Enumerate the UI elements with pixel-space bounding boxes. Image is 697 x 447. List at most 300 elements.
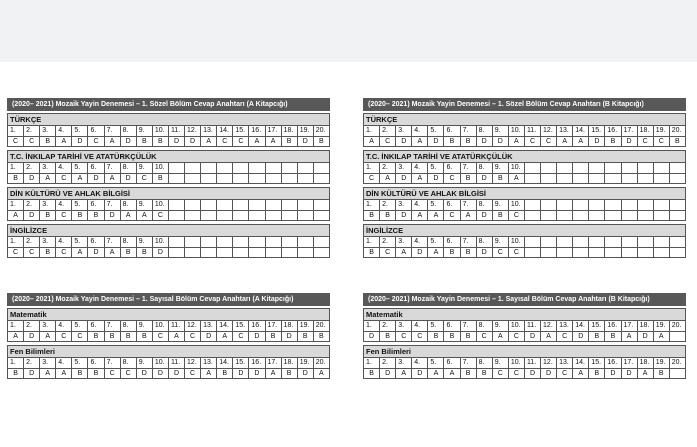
question-number [185, 200, 201, 210]
answer-cell: A [396, 369, 412, 378]
answer-cell: C [153, 211, 169, 220]
answer-cell: C [72, 332, 88, 341]
answer-cell: C [56, 211, 72, 220]
question-number: 9. [493, 358, 509, 368]
answer-cell: D [153, 248, 169, 257]
answer-cell: A [412, 174, 428, 183]
answer-cell [169, 174, 185, 183]
answer-cell: B [153, 137, 169, 146]
answer-cell: A [412, 137, 428, 146]
answer-cell: C [557, 332, 573, 341]
subject-name: DİN KÜLTÜRÜ VE AHLAK BİLGİSİ [364, 188, 685, 200]
question-number: 4. [56, 321, 72, 331]
question-number: 6. [444, 237, 460, 247]
question-number: 8. [477, 163, 493, 173]
answer-cell: A [40, 332, 56, 341]
question-number: 9. [137, 321, 153, 331]
answer-row [364, 368, 685, 378]
question-number: 6. [88, 358, 104, 368]
question-number [605, 163, 621, 173]
answer-cell: D [525, 332, 541, 341]
answer-cell: D [88, 248, 104, 257]
answer-cell: D [88, 174, 104, 183]
answer-cell [605, 174, 621, 183]
answer-cell [557, 174, 573, 183]
question-number [557, 163, 573, 173]
answer-cell: A [428, 248, 444, 257]
answer-row [8, 173, 329, 183]
question-number: 18. [638, 126, 654, 136]
question-number: 7. [105, 237, 121, 247]
answer-cell: B [444, 248, 460, 257]
question-number: 15. [589, 321, 605, 331]
answer-cell [282, 174, 298, 183]
question-number: 16. [605, 126, 621, 136]
question-number: 4. [56, 237, 72, 247]
answer-cell [638, 211, 654, 220]
question-number: 10. [509, 358, 525, 368]
answer-cell: B [493, 174, 509, 183]
answer-cell: A [201, 137, 217, 146]
question-number: 18. [282, 358, 298, 368]
subject-name: T.C. İNKILAP TARİHİ VE ATATÜRKÇÜLÜK [364, 151, 685, 163]
answer-cell: A [105, 137, 121, 146]
answer-cell [266, 211, 282, 220]
answer-row [8, 136, 329, 146]
answer-cell [525, 211, 541, 220]
answer-row [8, 331, 329, 341]
answer-cell [249, 211, 265, 220]
question-number: 17. [266, 358, 282, 368]
answer-cell: B [72, 369, 88, 378]
answer-cell: A [40, 369, 56, 378]
subject-section [7, 224, 330, 258]
answer-cell: C [24, 137, 40, 146]
answer-key-title: (2020– 2021) Mozaik Yayin Denemesi – 1. Sayısal Bölüm Cevap Anahtarı (B Kitapcığı) [363, 293, 686, 306]
question-number [573, 237, 589, 247]
answer-cell [638, 248, 654, 257]
answer-cell: D [605, 369, 621, 378]
question-number: 14. [217, 358, 233, 368]
answer-cell: B [461, 332, 477, 341]
question-number: 1. [8, 321, 24, 331]
question-number: 9. [137, 163, 153, 173]
answer-row [8, 210, 329, 220]
answer-cell [670, 369, 685, 378]
question-number: 2. [24, 163, 40, 173]
answer-cell: D [573, 332, 589, 341]
question-number: 9. [493, 200, 509, 210]
answer-cell: A [8, 211, 24, 220]
question-number [169, 237, 185, 247]
question-number [233, 200, 249, 210]
question-number: 8. [477, 126, 493, 136]
subject-section [363, 308, 686, 342]
answer-cell: A [121, 211, 137, 220]
question-number: 9. [137, 200, 153, 210]
question-number: 6. [444, 126, 460, 136]
answer-cell [541, 211, 557, 220]
answer-cell: C [137, 174, 153, 183]
answer-cell: B [654, 369, 670, 378]
answer-cell: A [56, 369, 72, 378]
answer-cell: A [217, 332, 233, 341]
question-number: 7. [461, 126, 477, 136]
question-number: 19. [654, 126, 670, 136]
question-number: 13. [201, 126, 217, 136]
answer-cell: A [40, 174, 56, 183]
answer-cell [266, 174, 282, 183]
answer-cell: D [396, 174, 412, 183]
answer-cell: D [121, 174, 137, 183]
answer-cell: A [201, 369, 217, 378]
question-number [622, 237, 638, 247]
answer-row [364, 210, 685, 220]
answer-cell: A [105, 248, 121, 257]
subject-section [7, 308, 330, 342]
answer-cell: B [153, 174, 169, 183]
question-number: 12. [185, 126, 201, 136]
answer-cell: B [8, 369, 24, 378]
answer-cell: B [461, 248, 477, 257]
answer-cell: C [493, 248, 509, 257]
question-number: 13. [557, 321, 573, 331]
question-number [525, 237, 541, 247]
question-number: 5. [72, 358, 88, 368]
answer-cell: B [137, 332, 153, 341]
answer-cell: B [121, 248, 137, 257]
question-number: 17. [622, 358, 638, 368]
question-number-row [364, 163, 685, 173]
answer-cell: C [105, 369, 121, 378]
subject-section [7, 113, 330, 147]
answer-cell: C [477, 332, 493, 341]
question-number: 4. [412, 321, 428, 331]
question-number: 8. [477, 237, 493, 247]
answer-cell: B [121, 332, 137, 341]
answer-cell [314, 174, 329, 183]
answer-cell: C [541, 137, 557, 146]
answer-cell: D [477, 174, 493, 183]
answer-cell [605, 248, 621, 257]
question-number: 2. [380, 126, 396, 136]
answer-cell: C [185, 332, 201, 341]
answer-cell [298, 211, 314, 220]
answer-cell: D [396, 137, 412, 146]
answer-cell: D [24, 211, 40, 220]
question-number: 10. [153, 126, 169, 136]
question-number [622, 163, 638, 173]
subject-section [363, 187, 686, 221]
answer-cell: C [56, 332, 72, 341]
answer-cell: A [638, 369, 654, 378]
question-number [638, 163, 654, 173]
question-number: 11. [169, 321, 185, 331]
answer-cell: B [364, 369, 380, 378]
answer-cell [201, 211, 217, 220]
answer-cell [525, 248, 541, 257]
answer-cell: B [674, 138, 680, 145]
question-number: 6. [88, 163, 104, 173]
question-number-row [8, 200, 329, 210]
answer-cell: B [461, 174, 477, 183]
answer-cell: B [428, 332, 444, 341]
question-number [314, 163, 329, 173]
question-number [314, 237, 329, 247]
question-number: 10. [153, 200, 169, 210]
question-number: 1. [364, 163, 380, 173]
question-number: 14. [573, 321, 589, 331]
answer-cell: D [428, 174, 444, 183]
sayisal-a-answer-key [7, 293, 330, 379]
question-number: 16. [249, 358, 265, 368]
question-number [217, 163, 233, 173]
answer-row [364, 173, 685, 183]
question-number: 3. [40, 200, 56, 210]
answer-cell: B [40, 137, 56, 146]
answer-cell: C [24, 248, 40, 257]
answer-row [364, 247, 685, 257]
answer-cell: C [364, 174, 380, 183]
question-number: 3. [40, 321, 56, 331]
question-number: 2. [380, 358, 396, 368]
question-number [298, 200, 314, 210]
subject-name: Fen Bilimleri [364, 346, 685, 358]
question-number: 5. [428, 126, 444, 136]
answer-cell: D [396, 211, 412, 220]
question-number: 11. [169, 126, 185, 136]
answer-cell: D [233, 369, 249, 378]
answer-cell [525, 174, 541, 183]
question-number: 5. [72, 126, 88, 136]
answer-cell [185, 211, 201, 220]
question-number: 6. [444, 163, 460, 173]
question-number: 7. [461, 358, 477, 368]
question-number: 1. [8, 237, 24, 247]
question-number-row [364, 321, 685, 331]
question-number: 10. [153, 321, 169, 331]
question-number: 6. [444, 200, 460, 210]
question-number [557, 237, 573, 247]
question-number [249, 163, 265, 173]
answer-cell: B [298, 332, 314, 341]
question-number [654, 200, 670, 210]
question-number: 8. [121, 126, 137, 136]
question-number: 17. [622, 321, 638, 331]
question-number: 1. [364, 237, 380, 247]
question-number: 5. [72, 163, 88, 173]
question-number: 11. [525, 358, 541, 368]
question-number [249, 200, 265, 210]
answer-cell: C [638, 137, 654, 146]
question-number: 10. [509, 163, 525, 173]
answer-cell [589, 211, 605, 220]
question-number: 3. [40, 126, 56, 136]
question-number: 6. [444, 321, 460, 331]
answer-cell [670, 248, 685, 257]
answer-cell: C [217, 137, 233, 146]
answer-cell: B [88, 332, 104, 341]
answer-cell [622, 248, 638, 257]
answer-cell: C [557, 369, 573, 378]
subject-name: DİN KÜLTÜRÜ VE AHLAK BİLGİSİ [8, 188, 329, 200]
answer-cell: A [318, 370, 324, 377]
answer-cell: B [8, 174, 24, 183]
question-number [201, 200, 217, 210]
question-number [670, 200, 685, 210]
question-number: 11. [169, 358, 185, 368]
answer-cell: C [153, 332, 169, 341]
question-number: 1. [8, 358, 24, 368]
answer-cell: B [72, 211, 88, 220]
answer-cell [670, 332, 685, 341]
answer-cell [282, 248, 298, 257]
question-number [185, 163, 201, 173]
question-number: 4. [412, 358, 428, 368]
question-number-row [8, 126, 329, 136]
answer-cell: A [412, 211, 428, 220]
question-number: 3. [40, 163, 56, 173]
answer-cell: B [88, 369, 104, 378]
subject-name: Matematik [8, 309, 329, 321]
answer-cell: A [428, 369, 444, 378]
question-number: 12. [541, 358, 557, 368]
answer-cell: C [56, 174, 72, 183]
answer-cell: A [573, 369, 589, 378]
answer-cell: B [364, 248, 380, 257]
answer-cell: D [412, 369, 428, 378]
answer-cell [249, 248, 265, 257]
answer-cell: C [509, 332, 525, 341]
answer-cell: A [8, 332, 24, 341]
question-number: 15. [233, 126, 249, 136]
answer-cell: A [105, 174, 121, 183]
question-number: 5. [428, 237, 444, 247]
question-number: 13. [557, 358, 573, 368]
question-number: 9. [137, 358, 153, 368]
answer-cell [217, 248, 233, 257]
answer-cell: B [40, 211, 56, 220]
question-number [185, 237, 201, 247]
question-number [282, 237, 298, 247]
question-number [605, 200, 621, 210]
answer-cell: B [137, 137, 153, 146]
answer-cell: C [185, 369, 201, 378]
answer-cell: B [266, 332, 282, 341]
question-number [201, 163, 217, 173]
question-number [201, 237, 217, 247]
question-number: 7. [461, 321, 477, 331]
answer-cell: D [541, 369, 557, 378]
question-number [541, 200, 557, 210]
answer-cell: D [121, 137, 137, 146]
answer-cell: C [509, 211, 525, 220]
subject-name: T.C. İNKILAP TARİHİ VE ATATÜRKÇÜLÜK [8, 151, 329, 163]
question-number: 9. [493, 163, 509, 173]
answer-cell: B [282, 137, 298, 146]
answer-cell: B [380, 211, 396, 220]
question-number: 10. [509, 321, 525, 331]
question-number [233, 237, 249, 247]
answer-cell: C [8, 137, 24, 146]
answer-cell [557, 211, 573, 220]
question-number: 9. [493, 126, 509, 136]
question-number: 13. [201, 358, 217, 368]
answer-cell: A [364, 137, 380, 146]
answer-cell: A [654, 332, 670, 341]
question-number: 1. [364, 200, 380, 210]
answer-cell: D [412, 248, 428, 257]
answer-cell: B [461, 369, 477, 378]
question-number: 12. [541, 126, 557, 136]
subject-section [363, 150, 686, 184]
subject-section [7, 345, 330, 379]
answer-cell [557, 248, 573, 257]
answer-cell: A [169, 332, 185, 341]
answer-cell [573, 211, 589, 220]
question-number: 20. [315, 127, 326, 134]
question-number: 4. [412, 237, 428, 247]
question-number: 5. [72, 200, 88, 210]
answer-cell: D [24, 174, 40, 183]
answer-cell: D [428, 137, 444, 146]
question-number: 20. [315, 322, 326, 329]
subject-section [7, 187, 330, 221]
question-number [266, 237, 282, 247]
question-number: 2. [24, 126, 40, 136]
question-number: 16. [249, 126, 265, 136]
question-number: 1. [364, 321, 380, 331]
question-number [314, 200, 329, 210]
question-number: 18. [638, 358, 654, 368]
question-number: 12. [185, 321, 201, 331]
answer-cell: D [105, 211, 121, 220]
question-number: 3. [396, 321, 412, 331]
answer-cell: B [444, 137, 460, 146]
question-number: 3. [396, 163, 412, 173]
question-number: 19. [654, 321, 670, 331]
question-number: 5. [428, 358, 444, 368]
answer-cell: A [137, 211, 153, 220]
question-number: 5. [72, 321, 88, 331]
question-number: 19. [298, 126, 314, 136]
question-number: 11. [525, 321, 541, 331]
question-number [622, 200, 638, 210]
question-number: 4. [56, 358, 72, 368]
question-number-row [364, 126, 685, 136]
question-number: 12. [541, 321, 557, 331]
question-number: 7. [461, 200, 477, 210]
answer-cell: D [380, 369, 396, 378]
answer-cell: C [88, 137, 104, 146]
question-number: 2. [24, 321, 40, 331]
question-number: 6. [88, 200, 104, 210]
question-number: 8. [121, 358, 137, 368]
answer-cell [282, 211, 298, 220]
answer-cell: C [8, 248, 24, 257]
question-number: 20. [671, 322, 682, 329]
answer-cell [541, 248, 557, 257]
question-number: 13. [557, 126, 573, 136]
question-number: 4. [412, 163, 428, 173]
answer-cell: B [477, 369, 493, 378]
answer-cell: A [428, 211, 444, 220]
answer-cell: A [622, 332, 638, 341]
question-number: 20. [671, 359, 682, 366]
question-number: 7. [461, 163, 477, 173]
answer-cell: B [605, 137, 621, 146]
question-number: 2. [380, 163, 396, 173]
